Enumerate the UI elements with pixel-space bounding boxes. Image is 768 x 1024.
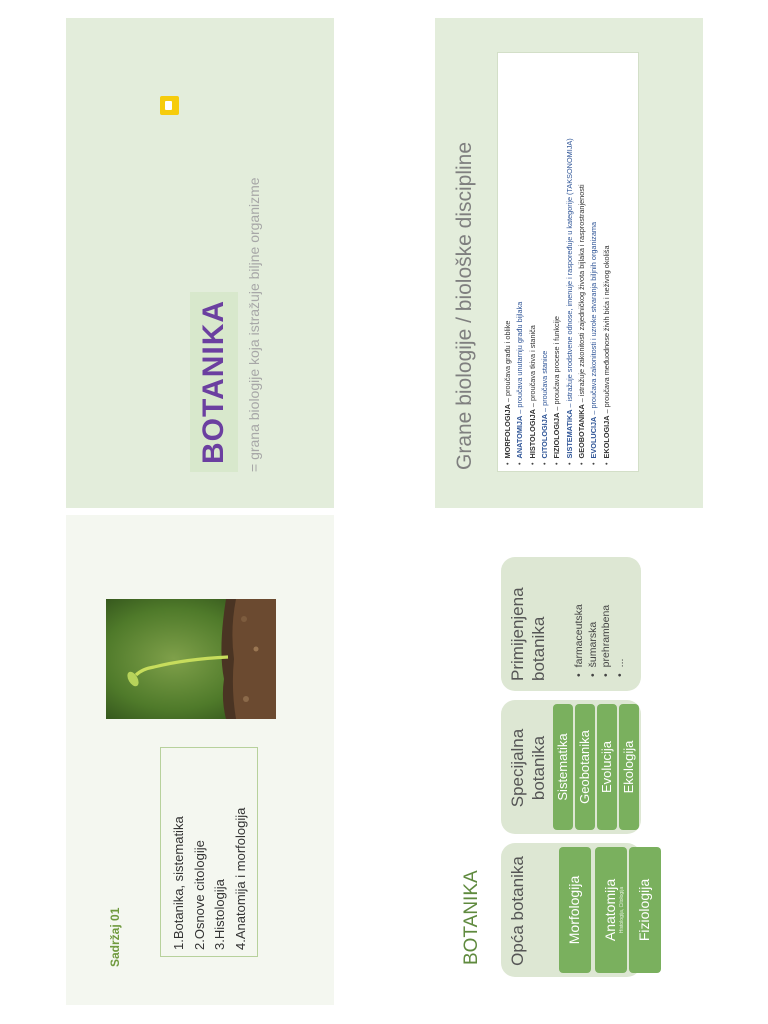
slide-contents	[66, 515, 334, 1005]
contents-list	[160, 747, 258, 957]
branch-item	[564, 59, 576, 465]
branch-term: SISTEMATIKA	[564, 409, 574, 459]
branch-term: FIZIOLOGIJA	[552, 412, 562, 459]
list-item: • ...	[614, 604, 628, 677]
box-label: Evolucija	[599, 740, 614, 794]
branch-term: GEOBOTANIKA	[577, 404, 587, 459]
branch-term: EVOLUCIJA	[589, 416, 599, 459]
branch-item	[551, 59, 563, 465]
branch-desc: – proučava tkiva i staniča	[527, 325, 537, 408]
branch-desc: – proučava zakonitosti i uzroke stvaranja biljnih organizama	[589, 221, 599, 415]
column-title: Specijalna botanika	[508, 728, 548, 808]
box-label: Fiziologija	[636, 878, 652, 942]
branch-term: MORFOLOGIJA	[503, 404, 512, 459]
column-applied-botany	[501, 557, 641, 691]
branch-term: CITOLOGIJA	[540, 413, 550, 459]
column-general-botany	[501, 843, 652, 977]
branch-desc: – proučava građu i oblike	[503, 320, 512, 403]
column-title: Opća botanika	[508, 856, 527, 966]
box-label: Ekologija	[621, 740, 636, 794]
contents-item: 4.Anatomija i morfologija	[232, 807, 248, 950]
branch-term: ANATOMIJA	[515, 415, 525, 459]
contents-item: 3.Histologija	[212, 879, 227, 950]
seedling-photo	[106, 599, 276, 719]
slide-title: BOTANIKA	[190, 292, 238, 472]
morfologija-box	[559, 847, 591, 973]
slide-botanika-diagram	[435, 515, 703, 1005]
sistematika-box	[553, 704, 573, 830]
contents-item: 2.Osnove citologije	[191, 840, 207, 950]
branch-desc: – proučava stanice	[540, 350, 550, 412]
slide-subtitle: = grana biologije koja istražuje biljne organizme	[246, 177, 262, 472]
box-sublabel: Histologija, Citologija	[619, 886, 625, 934]
slide-botanika-title	[66, 18, 334, 508]
list-item: • šumarska	[587, 604, 601, 677]
geobotanika-box	[575, 704, 595, 830]
evolucija-box	[597, 704, 617, 830]
branch-item	[502, 59, 514, 465]
ekologija-box	[619, 704, 639, 830]
branch-item	[514, 59, 526, 465]
diagram-heading: BOTANIKA	[461, 870, 482, 965]
list-item: • farmaceutska	[573, 604, 587, 677]
box-label: Morfologija	[566, 875, 582, 945]
branch-item	[588, 59, 600, 465]
applied-list	[573, 604, 627, 677]
branch-term: HISTOLOGIJA	[527, 409, 537, 459]
box-label: Anatomija	[602, 878, 618, 942]
branch-item	[539, 59, 551, 465]
branches-list	[502, 59, 613, 465]
contents-heading: Sadržaj 01	[108, 907, 122, 967]
contents-item: 1.Botanika, sistematika	[171, 816, 186, 950]
fiziologija-box	[629, 847, 661, 973]
branch-desc: – istražuje srodstvene odnose, imenuje i raspoređuje u kategorije (TAKSONOMIJA)	[564, 138, 574, 408]
slide-title: Grane biologije / biološke discipline	[453, 141, 476, 470]
anatomija-box	[595, 847, 627, 973]
branches-list-box	[497, 52, 639, 472]
branch-item	[527, 59, 539, 465]
branch-desc: – istražuje zakonitosti zajedničkog života bijlaka i rasprostranjenosti	[577, 184, 587, 403]
column-title: Primijenjena botanika	[508, 587, 548, 681]
list-item: • prehrambena	[600, 604, 614, 677]
column-special-botany	[501, 700, 641, 834]
box-label: Geobotanika	[577, 730, 592, 804]
branch-desc: – proučava procese i funkcije	[552, 316, 562, 411]
branch-item	[601, 59, 613, 465]
branch-desc: – proučava međuodnose živih bića i neživog okoliša	[601, 245, 611, 414]
branch-term: EKOLOGIJA	[601, 415, 611, 459]
slide-biology-branches	[435, 18, 703, 508]
box-label: Sistematika	[555, 733, 570, 801]
branch-item	[576, 59, 588, 465]
branch-desc: – proučava unutarnju građu bijlaka	[515, 301, 525, 414]
comment-note-icon[interactable]	[160, 96, 179, 115]
